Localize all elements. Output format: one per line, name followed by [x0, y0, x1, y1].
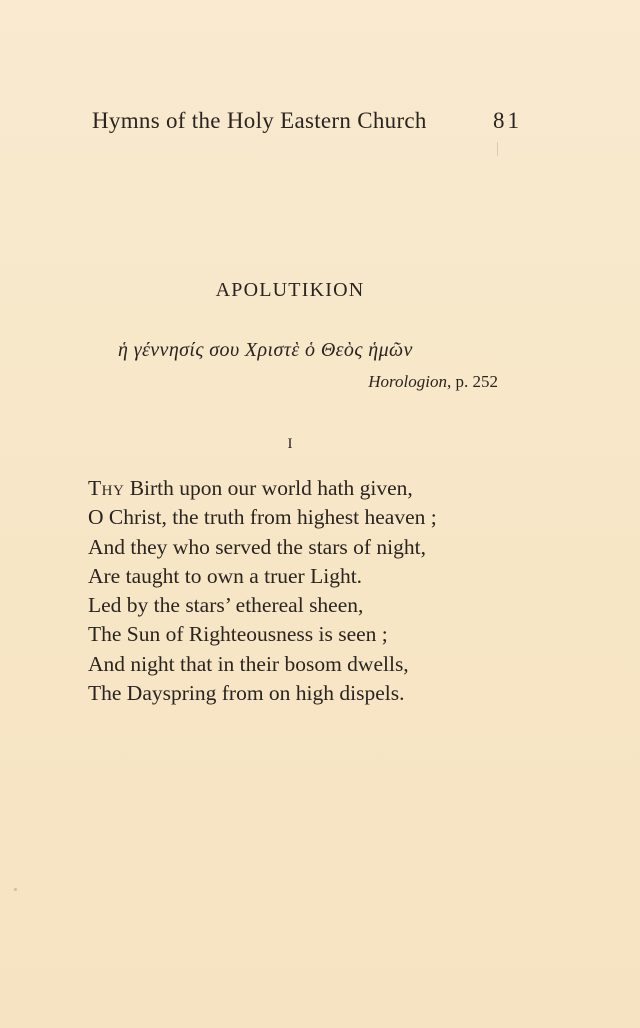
verse-stanza — [88, 474, 437, 708]
verse-lead-word: Thy — [88, 476, 125, 500]
greek-incipit: ἡ γέννησίς σου Χριστὲ ὁ Θεὸς ἡμῶν — [118, 339, 413, 361]
verse-line: The Dayspring from on high dispels. — [88, 681, 405, 706]
verse-line: Led by the stars’ ethereal sheen, — [88, 593, 364, 618]
verse-line: O Christ, the truth from highest heaven ; — [88, 505, 437, 530]
print-mark — [497, 142, 498, 156]
verse-line: And they who served the stars of night, — [88, 534, 426, 559]
verse-line: Are taught to own a truer Light. — [88, 563, 363, 588]
running-head-title: Hymns of the Holy Eastern Church — [92, 108, 427, 133]
verse-line: And night that in their bosom dwells, — [88, 651, 409, 676]
page-number: 81 — [493, 108, 522, 133]
hymn-heading: APOLUTIKION — [215, 279, 365, 301]
source-reference: , p. 252 — [447, 372, 498, 391]
verse-line-rest: Birth upon our world hath given, — [124, 476, 413, 500]
verse-line: The Sun of Righteousness is seen ; — [88, 622, 388, 647]
source-citation — [300, 372, 498, 392]
source-title: Horologion — [368, 372, 447, 391]
verse-line — [88, 474, 437, 503]
stanza-number: I — [287, 436, 293, 452]
paper-speck — [14, 888, 17, 891]
